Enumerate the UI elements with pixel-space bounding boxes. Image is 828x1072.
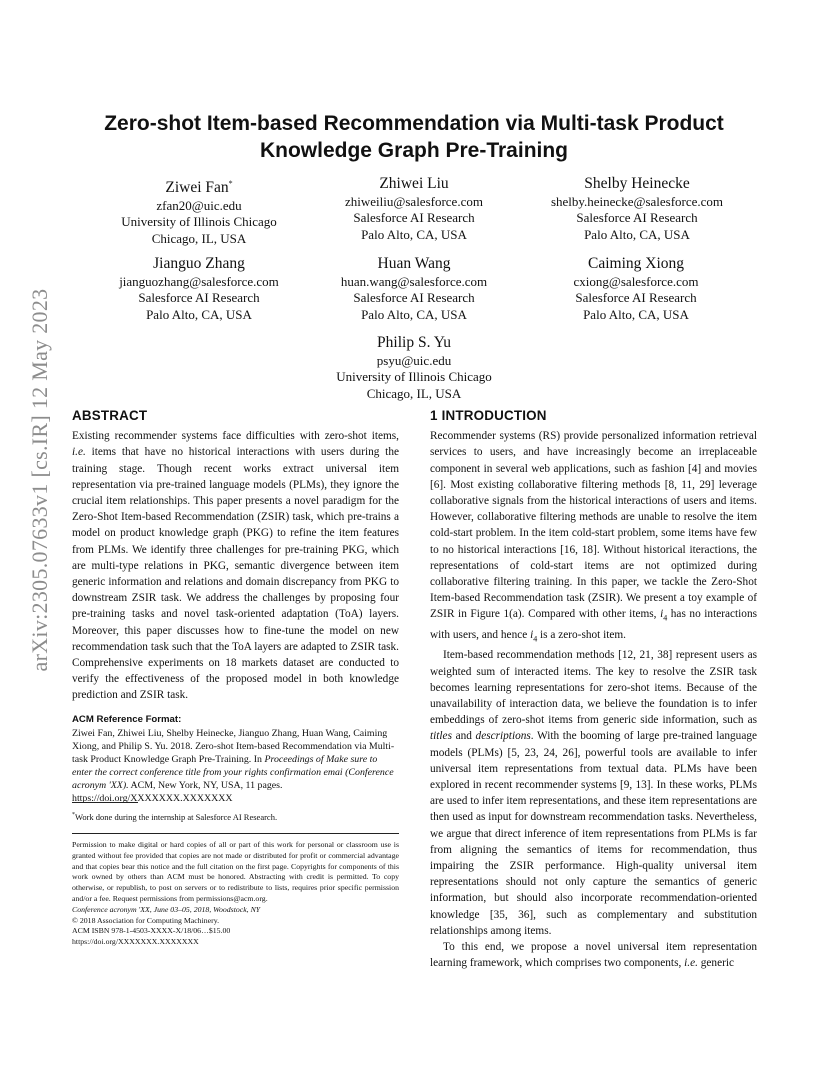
left-column bbox=[72, 408, 399, 805]
isbn-line: ACM ISBN 978-1-4503-XXXX-X/18/06…$15.00 bbox=[72, 926, 231, 936]
author-affiliation: Salesforce AI Research bbox=[353, 290, 475, 306]
author-affiliation: Salesforce AI Research bbox=[576, 210, 698, 226]
abstract-text: Existing recommender systems face difficulties with zero-shot items, i.e. items that have no historical interactions with users during the training stage. Though recent works extract universal item representation via pre-trained language models (PLMs), they ignore the crucial item relationships. This paper presents a novel paradigm for the Zero-Shot Item-based Recommendation (ZSIR) task, which pre-trains a model on product knowledge graph (PKG) to refine the item features from PLMs. We identify three challenges for pre-training PKG, which are multi-type relations in PKG, semantic divergence between item generic information and relations and domain discrepancy from PKG to downstream ZSIR task. We address the challenges by proposing four pre-training tasks and novel task-oriented adaptation (ToA) layers. Moreover, this paper discusses how to fine-tune the model on new recommendation task such that the ToA layers are adapted to ZSIR task. Comprehensive experiments on 18 markets dataset are conducted to verify the effectiveness of the proposed model in both knowledge prediction and ZSIR task. bbox=[72, 430, 399, 702]
author-block bbox=[299, 333, 529, 402]
author-affiliation: Salesforce AI Research bbox=[353, 210, 475, 226]
author-email: psyu@uic.edu bbox=[376, 353, 452, 368]
author-location: Palo Alto, CA, USA bbox=[146, 306, 252, 322]
author-affiliation: University of Illinois Chicago bbox=[336, 369, 492, 385]
author-name: Caiming Xiong bbox=[587, 255, 684, 272]
footnote: *Work done during the internship at Salesforce AI Research. bbox=[72, 811, 278, 822]
author-name: Ziwei Fan* bbox=[165, 179, 233, 197]
author-email: jianguozhang@salesforce.com bbox=[119, 274, 279, 289]
author-email: shelby.heinecke@salesforce.com bbox=[550, 194, 724, 209]
footnote-divider bbox=[72, 802, 138, 803]
intro-paragraph-3: To this end, we propose a novel universal item representation learning framework, which comprises two components, i.e. generic bbox=[430, 941, 757, 970]
author-location: Palo Alto, CA, USA bbox=[361, 226, 467, 242]
author-location: Palo Alto, CA, USA bbox=[584, 226, 690, 242]
author-location: Chicago, IL, USA bbox=[151, 230, 247, 246]
section-heading-introduction: 1 INTRODUCTION bbox=[430, 408, 547, 423]
author-name: Shelby Heinecke bbox=[584, 175, 690, 192]
acm-reference-heading: ACM Reference Format: bbox=[72, 713, 182, 725]
author-name: Huan Wang bbox=[377, 255, 451, 272]
author-name: Jianguo Zhang bbox=[153, 255, 245, 272]
author-block bbox=[299, 174, 529, 243]
author-affiliation: Salesforce AI Research bbox=[138, 290, 260, 306]
author-block bbox=[84, 174, 314, 247]
title-line-2: Knowledge Graph Pre-Training bbox=[259, 139, 569, 162]
author-block bbox=[521, 254, 751, 323]
permission-text: Permission to make digital or hard copies of all or part of this work for personal or classroom use is granted without fee provided that copies are not made or distributed for profit or commercial advantage and that copies bear this notice and the full citation on the first page. Copyrights for components of this work owned by others than ACM must be honored. Abstracting with credit is permitted. To copy otherwise, or republish, to post on servers or to redistribute to lists, requires prior specific permission and/or a fee. Request permissions from permissions@acm.org. bbox=[72, 840, 399, 903]
arxiv-watermark bbox=[20, 288, 60, 672]
author-block bbox=[522, 174, 752, 243]
author-location: Palo Alto, CA, USA bbox=[361, 306, 467, 322]
author-location: Palo Alto, CA, USA bbox=[583, 306, 689, 322]
title-line-1: Zero-shot Item-based Recommendation via Multi-task Product bbox=[104, 112, 724, 135]
author-affiliation: Salesforce AI Research bbox=[575, 290, 697, 306]
acm-reference bbox=[72, 713, 399, 805]
right-column bbox=[430, 408, 757, 971]
author-name: Zhiwei Liu bbox=[379, 175, 449, 192]
author-affiliation: University of Illinois Chicago bbox=[121, 214, 277, 230]
permission-notice bbox=[72, 833, 399, 948]
intro-paragraph-2: Item-based recommendation methods [12, 21, 38] represent users as weighted sum of interacted items. The key to resolve the ZSIR task becomes learning representations for zero-shot items. Because of the unavailability of interaction data, we believe the foundation is to infer embeddings of zero-shot items from generic side information, such as titles and descriptions. With the booming of large pre-trained language models (PLMs) [5, 23, 24, 26], powerful tools are available to infer universal item representations from textual data. PLMs have been explored in recent recommender systems [9, 13]. In these works, PLMs are used to infer item representations, and these item representations are then used as input for downstream recommendation tasks. Nevertheless, we argue that direct inference of item representations from PLMs is far from aligning the semantics of items for recommendation, thus impairing the ZSIR performance. High-quality universal item representations should not only capture the semantics of generic information, but should also incorporate recommendation-oriented knowledge [35, 36], such as complementary and substitution relationships among items. bbox=[430, 649, 757, 937]
arxiv-id: arXiv:2305.07633v1 [cs.IR] 12 May 2023 bbox=[27, 288, 52, 672]
author-name: Philip S. Yu bbox=[377, 334, 451, 351]
author-location: Chicago, IL, USA bbox=[366, 385, 462, 401]
author-email: huan.wang@salesforce.com bbox=[340, 274, 488, 289]
author-block bbox=[299, 254, 529, 323]
copyright-line: © 2018 Association for Computing Machinery. bbox=[72, 915, 220, 925]
acm-reference-text: Ziwei Fan, Zhiwei Liu, Shelby Heinecke, Jianguo Zhang, Huan Wang, Caiming Xiong, and Philip S. Yu. 2018. Zero-shot Item-based Recommendation via Multi-task Product Knowledge Graph Pre-Training. In Proceedings of Make sure to enter the correct conference title from your rights confirmation emai (Conference acronym 'XX). ACM, New York, NY, USA, 11 pages. https://doi.org/XXXXXXX.XXXXXXX bbox=[72, 727, 395, 804]
author-footnote-mark: * bbox=[228, 179, 233, 188]
doi-line: https://doi.org/XXXXXXX.XXXXXXX bbox=[72, 937, 199, 947]
author-block bbox=[84, 254, 314, 323]
intro-paragraph-1: Recommender systems (RS) provide personalized information retrieval services to users, and have increasingly become an irreplaceable component in several web applications, such as fashion [4] and movies [6]. Most existing collaborative filtering methods [8, 11, 29] leverage collaborative signals from the historical interactions of users and items. However, collaborative filtering methods are unable to resolve the item cold-start problem. In the item cold-start problem, some items have few to no historical interactions [16, 18]. Without historical iteractions, the representations of cold-start items are not optimized during collaborative filtering training. In this paper, we tackle the Zero-Shot Item-based Recommendation task (ZSIR). We present a toy example of ZSIR in Figure 1(a). Compared with other items, $i_4$ has no interactions with users, and hence $i_4$ is a zero-shot item. bbox=[430, 430, 757, 644]
author-email: zfan20@uic.edu bbox=[156, 198, 242, 214]
abstract-heading: ABSTRACT bbox=[72, 408, 148, 423]
conference-line: Conference acronym 'XX, June 03–05, 2018, Woodstock, NY bbox=[72, 904, 261, 914]
author-email: zhiweiliu@salesforce.com bbox=[345, 194, 483, 209]
author-email: cxiong@salesforce.com bbox=[573, 274, 699, 289]
paper-title bbox=[60, 110, 768, 164]
